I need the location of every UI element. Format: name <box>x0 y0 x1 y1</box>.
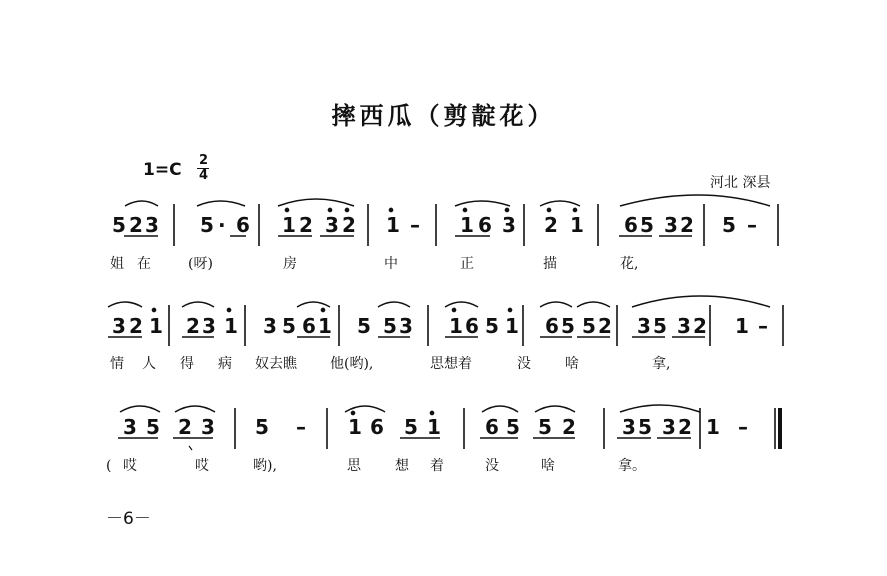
score-note: 6 <box>236 213 250 237</box>
score-note: 2 <box>693 314 707 338</box>
score-note: 5 <box>146 415 160 439</box>
lyric-text: 思想着 <box>430 356 472 372</box>
score-note: 3 <box>662 415 676 439</box>
lyrics-layer <box>106 255 670 474</box>
score-note: 2 <box>299 213 313 237</box>
score-note: 1 <box>318 314 332 338</box>
song-title: 摔西瓜（剪靛花） <box>331 101 556 130</box>
score-note: 1 <box>427 415 441 439</box>
score-note: 3 <box>202 314 216 338</box>
score-note: 3 <box>112 314 126 338</box>
score-note: 6 <box>545 314 559 338</box>
score-note: 5 <box>282 314 296 338</box>
lyric-text: (呀) <box>188 256 213 272</box>
lyric-text: 想 <box>395 458 409 474</box>
score-note: 1 <box>449 314 463 338</box>
lyric-text: 房 <box>283 256 297 272</box>
score-note: 5 <box>112 213 126 237</box>
score-note: 3 <box>263 314 277 338</box>
score-note: 5 <box>638 415 652 439</box>
song-origin: 河北 深县 <box>710 175 771 191</box>
lyric-text: 奴去瞧 <box>255 356 297 372</box>
lyric-text: 情 <box>110 356 124 372</box>
score-note: 3 <box>622 415 636 439</box>
score-note: 5 <box>640 213 654 237</box>
score-note: 3 <box>123 415 137 439</box>
score-note: 3 <box>399 314 413 338</box>
score-note: – <box>738 415 748 439</box>
lyric-text: 没 <box>517 356 531 372</box>
page-number: －6－ <box>106 509 151 529</box>
score-note: 5 <box>561 314 575 338</box>
score-note: 1 <box>460 213 474 237</box>
lyric-text: 描 <box>543 256 557 272</box>
score-note: 1 <box>149 314 163 338</box>
score-note: 2 <box>544 213 558 237</box>
score-note: – <box>758 314 768 338</box>
score-note: 2 <box>129 314 143 338</box>
score-note: 2 <box>598 314 612 338</box>
score-note: 1 <box>735 314 749 338</box>
lyric-text: 着 <box>430 458 444 474</box>
lyric-text: 花, <box>620 256 639 272</box>
score-note: 3 <box>637 314 651 338</box>
score-note: 5 <box>653 314 667 338</box>
lyric-text: 哟), <box>253 458 277 474</box>
lyric-text: 人 <box>142 356 156 372</box>
score-note: 1 <box>224 314 238 338</box>
lyric-text: 正 <box>460 256 474 272</box>
score-note: 6 <box>302 314 316 338</box>
lyric-text: 拿, <box>652 356 671 372</box>
score-note: 1 <box>386 213 400 237</box>
score-note: 1 <box>706 415 720 439</box>
key-signature: 1=C <box>143 160 182 180</box>
score-note: 5 <box>538 415 552 439</box>
lyric-text: ( <box>106 458 112 474</box>
score-note: 2 <box>342 213 356 237</box>
score-note: 3 <box>201 415 215 439</box>
score-note: 6 <box>465 314 479 338</box>
score-note: 5 <box>506 415 520 439</box>
score-note: 1 <box>570 213 584 237</box>
score-note: 1 <box>348 415 362 439</box>
lyric-text: 没 <box>485 458 499 474</box>
lyric-text: 思 <box>347 458 361 474</box>
score-note: 3 <box>664 213 678 237</box>
score-note: 2 <box>178 415 192 439</box>
score-note: 5 <box>357 314 371 338</box>
score-note: 5 <box>485 314 499 338</box>
score-note: 3 <box>677 314 691 338</box>
score-note: 2 <box>678 415 692 439</box>
lyric-text: 啥 <box>541 458 555 474</box>
score-note: 6 <box>485 415 499 439</box>
score-note: 6 <box>478 213 492 237</box>
score-note: 3 <box>502 213 516 237</box>
score-note: 5 <box>722 213 736 237</box>
score-note: 5 <box>383 314 397 338</box>
lyric-text: 在 <box>137 256 151 272</box>
score-note: · <box>218 213 226 237</box>
lyric-text: 他(哟), <box>330 356 374 372</box>
score-note: 2 <box>680 213 694 237</box>
lyric-text: 拿。 <box>618 458 646 474</box>
score-note: 1 <box>282 213 296 237</box>
score-note: 3 <box>325 213 339 237</box>
lyric-text: 中 <box>384 256 398 272</box>
score-note: 5 <box>255 415 269 439</box>
time-signature-bottom: 4 <box>199 168 209 183</box>
score-note: 5 <box>404 415 418 439</box>
score-note: – <box>410 213 420 237</box>
time-signature-top: 2 <box>199 153 209 168</box>
score-note: 5 <box>200 213 214 237</box>
score-note: 6 <box>624 213 638 237</box>
score-note: 2 <box>562 415 576 439</box>
score-note: 3 <box>145 213 159 237</box>
lyric-text: 姐 <box>110 256 124 272</box>
score-note: 2 <box>129 213 143 237</box>
score-note: 1 <box>505 314 519 338</box>
score-note: 5 <box>582 314 596 338</box>
lyric-text: 哎 <box>195 458 209 474</box>
score-note: 6 <box>370 415 384 439</box>
lyric-text: 啥 <box>565 356 579 372</box>
score-note: 2 <box>186 314 200 338</box>
score-note: – <box>747 213 757 237</box>
lyric-text: 哎 <box>123 458 137 474</box>
lyric-text: 病 <box>218 356 232 372</box>
lyric-text: 得 <box>180 356 194 372</box>
score-note: – <box>296 415 306 439</box>
